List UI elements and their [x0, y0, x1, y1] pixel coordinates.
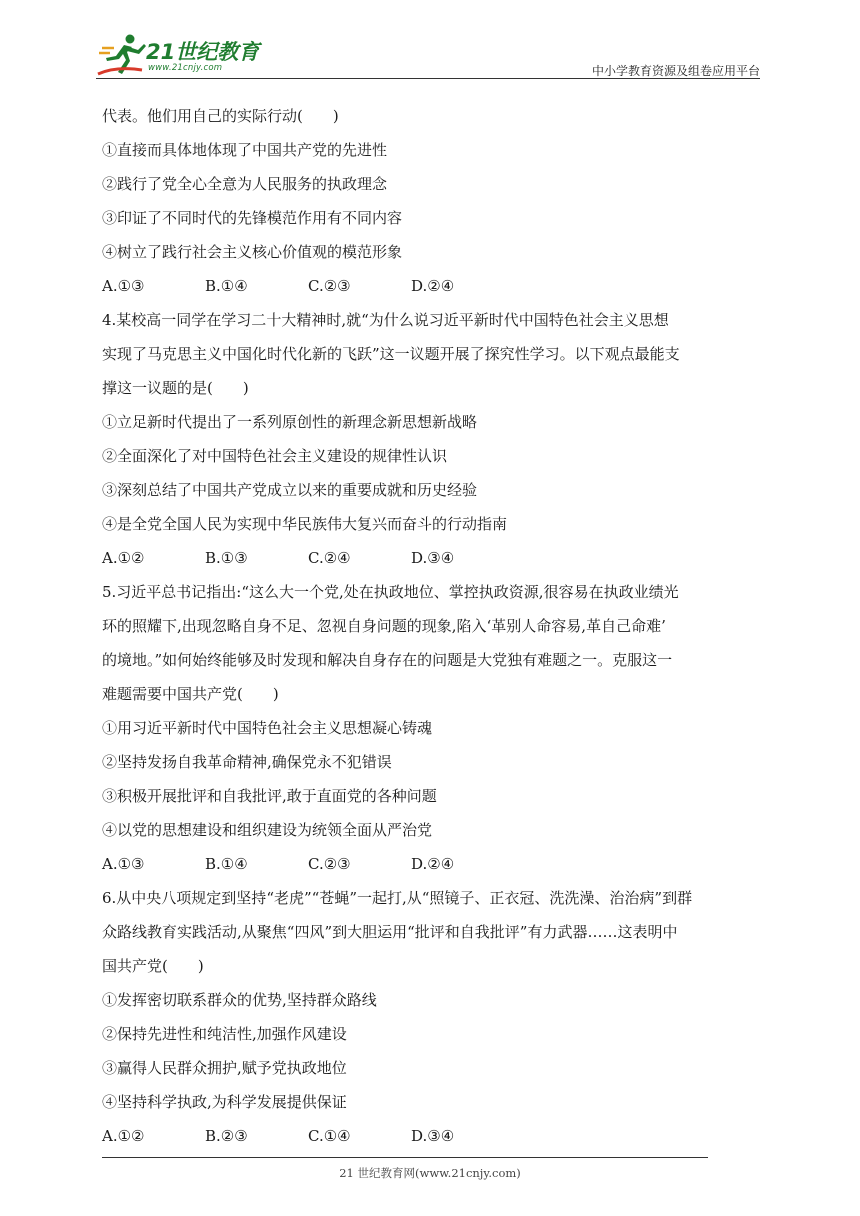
option-b: B.①④ — [205, 277, 248, 295]
question-4-stem: 撑这一议题的是( ) — [102, 379, 249, 397]
question-5-item: ③积极开展批评和自我批评,敢于直面党的各种问题 — [102, 787, 437, 805]
option-a: A.①② — [102, 1127, 145, 1145]
question-3-tail: 代表。他们用自己的实际行动( ) — [102, 107, 339, 125]
question-5-stem: 环的照耀下,出现忽略自身不足、忽视自身问题的现象,陷入‘革别人命容易,革自己命难’ — [102, 617, 666, 635]
question-6-stem: 众路线教育实践活动,从聚焦“四风”到大胆运用“批评和自我批评”有力武器……这表明中 — [102, 923, 678, 941]
option-a: A.①② — [102, 549, 145, 567]
question-3-item: ②践行了党全心全意为人民服务的执政理念 — [102, 175, 388, 193]
option-b: B.②③ — [205, 1127, 248, 1145]
platform-name: 中小学教育资源及组卷应用平台 — [591, 64, 760, 78]
option-d: D.②④ — [411, 855, 455, 873]
question-content — [102, 102, 764, 1156]
question-4-item: ③深刻总结了中国共产党成立以来的重要成就和历史经验 — [102, 481, 478, 499]
question-5-item: ④以党的思想建设和组织建设为统领全面从严治党 — [102, 821, 433, 839]
question-4-stem: 4.某校高一同学在学习二十大精神时,就“为什么说习近平新时代中国特色社会主义思想 — [102, 311, 669, 329]
question-4-item: ④是全党全国人民为实现中华民族伟大复兴而奋斗的行动指南 — [102, 515, 508, 533]
question-5-options — [102, 850, 764, 884]
option-d: D.③④ — [411, 549, 455, 567]
logo — [96, 30, 266, 78]
runner-logo-icon — [96, 30, 152, 78]
question-5-item: ①用习近平新时代中国特色社会主义思想凝心铸魂 — [102, 719, 433, 737]
question-6-item: ①发挥密切联系群众的优势,坚持群众路线 — [102, 991, 377, 1009]
question-6-item: ④坚持科学执政,为科学发展提供保证 — [102, 1093, 347, 1111]
question-4-item: ①立足新时代提出了一系列原创性的新理念新思想新战略 — [102, 413, 478, 431]
page-footer: 21 世纪教育网(www.21cnjy.com) — [339, 1166, 521, 1180]
question-3-item: ①直接而具体地体现了中国共产党的先进性 — [102, 141, 388, 159]
page-header — [96, 30, 760, 80]
option-c: C.①④ — [308, 1127, 351, 1145]
question-5-stem: 的境地。”如何始终能够及时发现和解决自身存在的问题是大党独有难题之一。克服这一 — [102, 651, 673, 669]
option-a: A.①③ — [102, 277, 145, 295]
option-b: B.①③ — [205, 549, 248, 567]
question-6-stem: 国共产党( ) — [102, 957, 204, 975]
option-b: B.①④ — [205, 855, 248, 873]
question-5-item: ②坚持发扬自我革命精神,确保党永不犯错误 — [102, 753, 392, 771]
question-3-item: ③印证了不同时代的先锋模范作用有不同内容 — [102, 209, 403, 227]
question-4-options — [102, 544, 764, 578]
question-5-stem: 难题需要中国共产党( ) — [102, 685, 279, 703]
footer-divider — [102, 1157, 708, 1158]
question-4-item: ②全面深化了对中国特色社会主义建设的规律性认识 — [102, 447, 448, 465]
option-d: D.②④ — [411, 277, 455, 295]
question-6-stem: 6.从中央八项规定到坚持“老虎”“苍蝇”一起打,从“照镜子、正衣冠、洗洗澡、治治病”到群 — [102, 889, 693, 907]
question-5-stem: 5.习近平总书记指出:“这么大一个党,处在执政地位、掌控执政资源,很容易在执政业绩光 — [102, 583, 679, 601]
question-6-item: ③赢得人民群众拥护,赋予党执政地位 — [102, 1059, 347, 1077]
question-3-item: ④树立了践行社会主义核心价值观的模范形象 — [102, 243, 403, 261]
question-4-stem: 实现了马克思主义中国化时代化新的飞跃”这一议题开展了探究性学习。以下观点最能支 — [102, 345, 680, 363]
question-6-options — [102, 1122, 764, 1156]
option-c: C.②③ — [308, 277, 351, 295]
question-3-options — [102, 272, 764, 306]
question-6-item: ②保持先进性和纯洁性,加强作风建设 — [102, 1025, 347, 1043]
option-d: D.③④ — [411, 1127, 455, 1145]
option-a: A.①③ — [102, 855, 145, 873]
header-divider — [96, 78, 760, 79]
logo-text: 21世纪教育 — [146, 40, 260, 64]
logo-url: www.21cnjy.com — [148, 63, 223, 73]
option-c: C.②④ — [308, 549, 351, 567]
option-c: C.②③ — [308, 855, 351, 873]
